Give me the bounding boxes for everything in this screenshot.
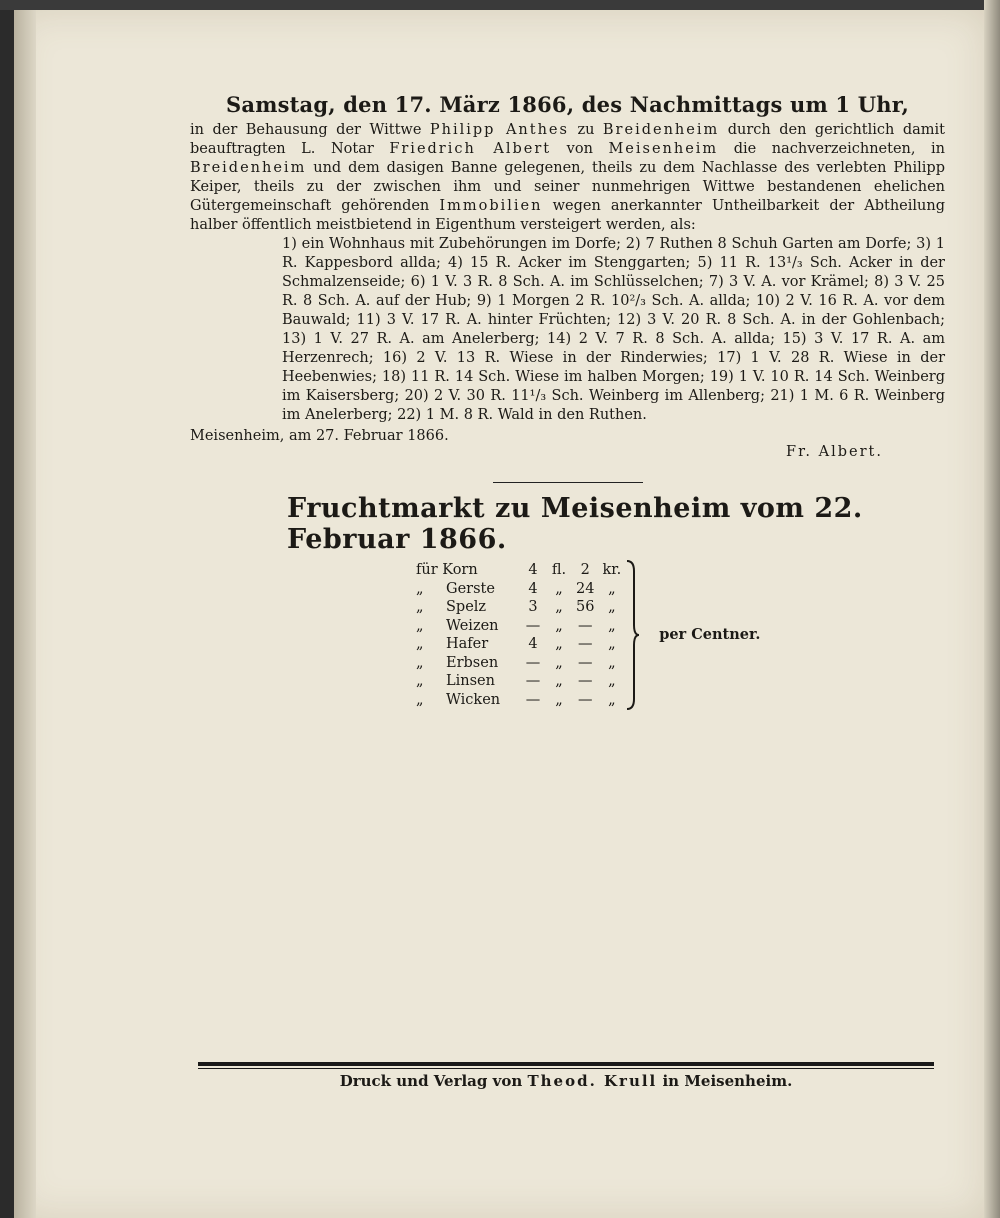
ditto-mark: „ [416, 580, 424, 597]
auction-intro [190, 121, 945, 235]
intro-text: die nachverzeichneten, in [718, 141, 946, 157]
curly-brace-icon [625, 559, 639, 711]
table-row [412, 561, 764, 580]
price-kr: 56 [576, 599, 595, 615]
price-fl: — [525, 691, 541, 708]
ditto-mark: „ [608, 599, 616, 615]
grain-name: Weizen [446, 617, 499, 634]
ditto-mark: „ [416, 654, 424, 671]
price-table [412, 561, 764, 709]
price-kr: — [577, 673, 593, 689]
ditto-mark: „ [608, 617, 616, 634]
brace-cell [625, 561, 655, 709]
unit-label: per Centner. [659, 625, 761, 643]
kr-unit: kr. [602, 562, 622, 578]
price-fl: 3 [528, 599, 538, 615]
ditto-mark: „ [555, 636, 563, 652]
footer-rule [198, 1062, 934, 1066]
ditto-mark: „ [416, 599, 424, 615]
grain-name: Spelz [446, 599, 487, 615]
price-fl: — [525, 673, 541, 689]
ditto-mark: „ [555, 654, 563, 671]
printer-name: Theod. Krull [527, 1072, 658, 1090]
signature: Fr. Albert. [786, 444, 883, 460]
notary-name: Friedrich Albert [389, 141, 552, 157]
ditto-mark: „ [608, 654, 616, 671]
grain-name: Linsen [446, 673, 495, 689]
page-content [190, 92, 945, 709]
price-fl: — [525, 654, 541, 671]
grain-name: Wicken [446, 691, 501, 708]
widow-name: Philipp Anthes [429, 122, 569, 138]
ditto-mark: „ [608, 580, 616, 597]
intro-text: und dem dasigen Banne gelegenen, theils zu dem Nachlasse des verlebten Philipp Keiper, theils zu der zwischen ihm und seiner nunmehrigen Wittwe bestandenen ehelichen Gütergemeinschaft gehörenden [190, 160, 945, 214]
ditto-mark: „ [555, 673, 563, 689]
price-fl: 4 [528, 562, 538, 578]
intro-text: von [551, 141, 609, 157]
price-kr: 2 [580, 562, 590, 578]
ditto-mark: „ [555, 617, 563, 634]
town-name: Meisenheim [608, 141, 719, 157]
imprint [198, 1072, 934, 1090]
ditto-mark: „ [416, 673, 424, 689]
page-gutter [14, 10, 36, 1218]
grain-name: Gerste [446, 580, 495, 597]
ditto-mark: „ [608, 673, 616, 689]
intro-text: in der Behausung der Wittwe [190, 122, 430, 138]
ditto-mark: „ [555, 599, 563, 615]
intro-text: durch den gerichtlich damit beauftragten L. Notar [190, 122, 945, 157]
price-kr: 24 [576, 580, 595, 597]
property-word: Immobilien [439, 198, 543, 214]
price-fl: 4 [528, 636, 538, 652]
page-edge [984, 0, 1000, 1218]
ditto-mark: „ [608, 636, 616, 652]
section-separator [493, 482, 643, 483]
ditto-mark: „ [555, 580, 563, 597]
price-fl: — [525, 617, 541, 634]
price-fl: 4 [528, 580, 538, 597]
grain-name: Erbsen [446, 654, 499, 671]
auction-heading: Samstag, den 17. März 1866, des Nachmittags um 1 Uhr, [226, 92, 909, 117]
korn-label: für Korn [416, 562, 478, 578]
village-name: Breidenheim [602, 122, 720, 138]
ditto-mark: „ [416, 691, 424, 708]
scan-top-border [0, 0, 1000, 10]
village-name: Breidenheim [190, 160, 307, 176]
imprint-text: Druck und Verlag von [339, 1072, 528, 1090]
price-kr: — [577, 636, 593, 652]
fl-unit: fl. [551, 562, 567, 578]
price-kr: — [577, 654, 593, 671]
intro-text: wegen anerkannter Untheilbarkeit der Abtheilung halber öffentlich meistbietend in Eigenthum versteigert werden, als: [190, 198, 945, 233]
footer-rule-thin [198, 1068, 934, 1069]
market-title: Fruchtmarkt zu Meisenheim vom 22. Februar 1866. [287, 493, 863, 555]
price-kr: — [577, 617, 593, 634]
property-list: 1) ein Wohnhaus mit Zubehörungen im Dorfe; 2) 7 Ruthen 8 Schuh Garten am Dorfe; 3) 1 R. Kappesbord allda; 4) 15 R. Acker im Stenggarten; 5) 11 R. 13¹/₃ Sch. Acker in der Schmalzenseide; 6) 1 V. 3 R. 8 Sch. A. im Schlüsselchen; 7) 3 V. A. vor Krämel; 8) 3 V. 25 R. 8 Sch. A. auf der Hub; 9) 1 Morgen 2 R. 10²/₃ Sch. A. allda; 10) 2 V. 16 R. A. vor dem Bauwald; 11) 3 V. 17 R. A. hinter Früchten; 12) 3 V. 20 R. 8 Sch. A. in der Gohlenbach; 13) 1 V. 27 R. A. am Anelerberg; 14) 2 V. 7 R. 8 Sch. A. allda; 15) 3 V. 17 R. A. am Herzenrech; 16) 2 V. 13 R. Wiese in der Rinderwies; 17) 1 V. 28 R. Wiese in der Heebenwies; 18) 11 R. 14 Sch. Wiese im halben Morgen; 19) 1 V. 10 R. 14 Sch. Weinberg im Kaisersberg; 20) 2 V. 30 R. 11¹/₃ Sch. Weinberg im Allenberg; 21) 1 M. 6 R. Weinberg im Anelerberg; 22) 1 M. 8 R. Wald in den Ruthen. [282, 236, 945, 423]
intro-text: zu [568, 122, 603, 138]
imprint-text: in Meisenheim. [657, 1072, 793, 1090]
price-kr: — [577, 691, 593, 708]
ditto-mark: „ [555, 691, 563, 708]
ditto-mark: „ [608, 691, 616, 708]
grain-name: Hafer [446, 636, 489, 652]
place-date: Meisenheim, am 27. Februar 1866. [190, 428, 449, 444]
ditto-mark: „ [416, 636, 424, 652]
ditto-mark: „ [416, 617, 424, 634]
